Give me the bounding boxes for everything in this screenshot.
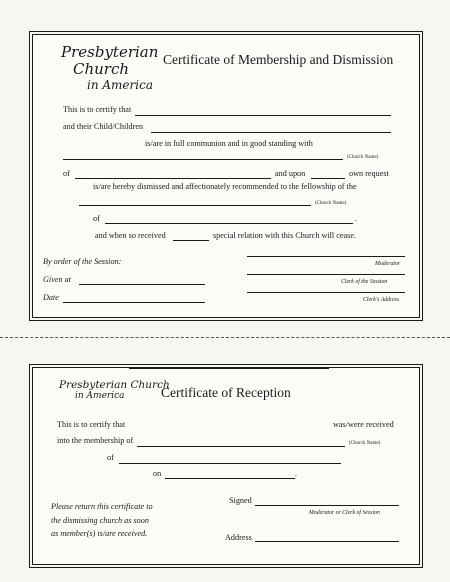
logo-line-3: in America <box>87 78 153 92</box>
logo-line-1: Presbyterian Church <box>59 379 170 391</box>
certify-label: This is to certify that <box>57 420 126 429</box>
on-label: on <box>153 469 162 478</box>
clerk-label: Clerk of the Session <box>341 279 388 285</box>
order-label: By order of the Session: <box>43 257 122 266</box>
own-request-label: own request <box>349 169 389 178</box>
membership-certificate <box>32 34 420 318</box>
period: . <box>295 469 298 478</box>
return-note-line-1: Please return this certificate to <box>51 502 153 511</box>
logo-line-2: in America <box>75 390 125 401</box>
children-label: and their Child/Children <box>63 122 144 131</box>
received-suffix: special relation with this Church will cease. <box>213 231 357 240</box>
of-label: of <box>107 453 114 462</box>
given-label: Given at <box>43 275 71 284</box>
church-name-label: (Church Name) <box>347 155 379 160</box>
membership-label: into the membership of <box>57 436 134 445</box>
church-city-field[interactable] <box>75 178 271 179</box>
date-field[interactable] <box>63 302 205 303</box>
church-name-label: (Church Name) <box>349 441 381 446</box>
address-label: Address <box>225 533 252 542</box>
page-title: Certificate of Membership and Dismission <box>163 52 394 67</box>
reception-certificate <box>32 367 420 565</box>
address-field[interactable] <box>255 541 399 542</box>
communion-text: is/are in full communion and in good standing with <box>145 139 313 148</box>
signed-label: Signed <box>229 496 252 505</box>
reception-date-field[interactable] <box>165 478 295 479</box>
church-city-field[interactable] <box>119 463 341 464</box>
of-label: of <box>63 169 70 178</box>
return-note-line-2: the dismissing church as soon <box>51 516 149 525</box>
upon-label: and upon <box>275 169 306 178</box>
pca-logo-small <box>59 380 170 401</box>
cut-line <box>0 337 450 338</box>
moderator-signature-field[interactable] <box>247 256 405 257</box>
logo-line-1: Presbyterian <box>61 43 159 61</box>
certify-label: This is to certify that <box>63 105 132 114</box>
reception-title: Certificate of Reception <box>161 385 291 400</box>
return-note-line-3: as member(s) is/are received. <box>51 529 148 538</box>
member-name-field[interactable] <box>135 115 391 116</box>
date-label: Date <box>43 293 59 302</box>
received-name-field[interactable] <box>129 368 329 369</box>
signed-field[interactable] <box>255 505 399 506</box>
given-at-field[interactable] <box>79 284 205 285</box>
pronoun-field[interactable] <box>311 178 345 179</box>
signer-role-label: Moderator or Clerk of Session <box>309 510 380 516</box>
church-name-field[interactable] <box>63 159 343 160</box>
relation-field[interactable] <box>173 240 209 241</box>
moderator-label: Moderator <box>375 261 401 267</box>
received-prefix: and when so received <box>95 231 166 240</box>
logo-line-2: Church <box>73 60 130 78</box>
was-received-label: was/were received <box>333 420 394 429</box>
children-name-field[interactable] <box>151 132 391 133</box>
receiving-church-field[interactable] <box>79 205 311 206</box>
period: . <box>355 214 358 223</box>
receiving-church-field[interactable] <box>137 446 345 447</box>
clerk-address-field[interactable] <box>247 292 405 293</box>
church-name-label-2: (Church Name) <box>315 201 347 206</box>
dismissed-text: is/are hereby dismissed and affectionately recommended to the fellowship of the <box>93 182 357 191</box>
pca-logo <box>61 45 158 91</box>
clerk-signature-field[interactable] <box>247 274 405 275</box>
clerk-address-label: Clerk's Address <box>363 297 400 303</box>
of-label-2: of <box>93 214 100 223</box>
receiving-city-field[interactable] <box>105 223 353 224</box>
